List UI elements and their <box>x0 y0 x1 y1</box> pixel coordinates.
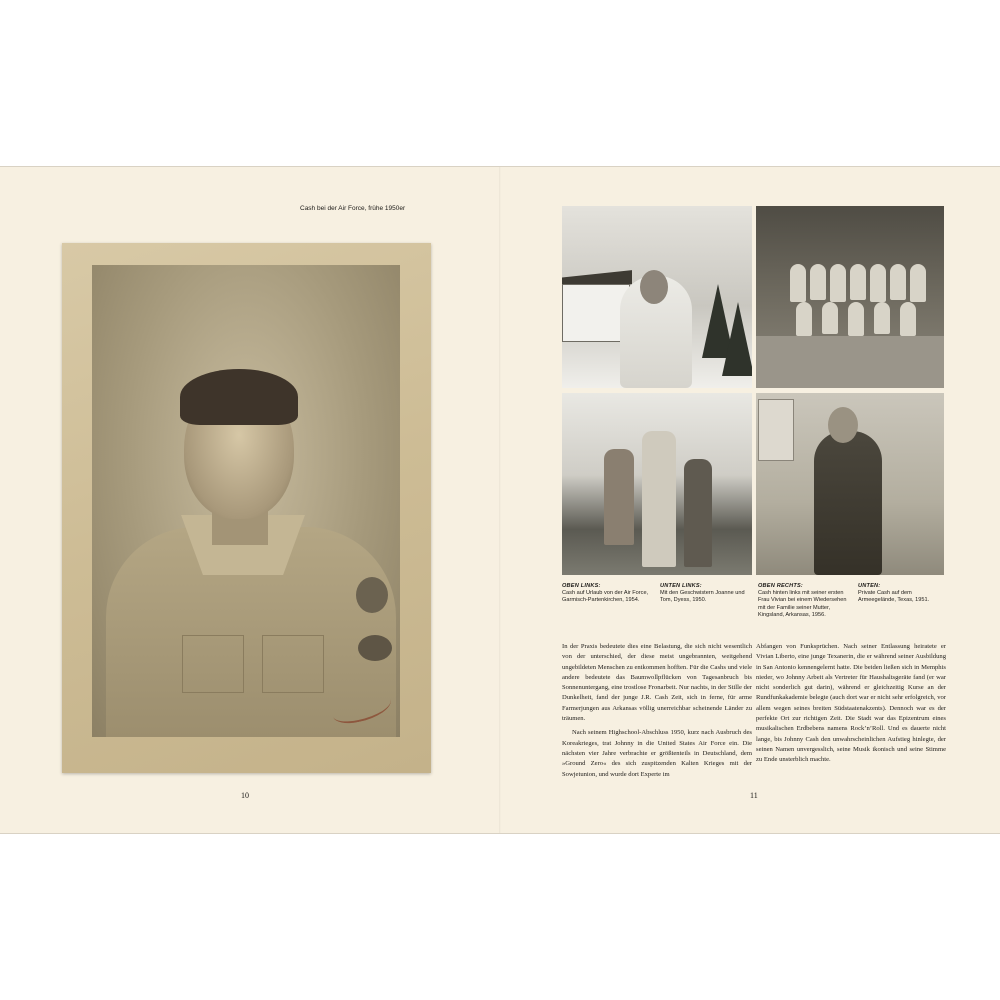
book-spread <box>0 166 1000 834</box>
person <box>900 302 916 336</box>
hair <box>180 369 298 425</box>
person <box>874 302 890 334</box>
person <box>830 264 846 302</box>
caption-text: Private Cash auf dem Armeegelände, Texas, 1951. <box>858 590 930 604</box>
sleeve-patch <box>356 577 388 613</box>
page-number-left: 10 <box>241 791 249 800</box>
person <box>796 302 812 336</box>
person <box>848 302 864 336</box>
portrait-image <box>92 265 400 737</box>
page-number-right: 11 <box>750 791 758 800</box>
ground <box>756 336 944 388</box>
left-page <box>0 167 500 833</box>
man-head <box>640 270 668 304</box>
caption-label: OBEN LINKS: <box>562 583 601 589</box>
body-column-1 <box>562 642 752 780</box>
tree <box>722 302 752 376</box>
pocket-left <box>182 635 244 693</box>
young-man <box>642 431 676 567</box>
caption-top-left <box>562 583 654 605</box>
crowd-back-row <box>766 264 934 302</box>
girl <box>604 449 634 545</box>
soldier-head <box>828 407 858 443</box>
right-page <box>500 167 1000 833</box>
caption-text: Cash hinten links mit seiner ersten Frau Vivian bei einem Wiedersehen mit der Familie seiner Mutter, Kingsland, Arkansas, 1956. <box>758 590 847 618</box>
person <box>790 264 806 302</box>
caption-text: Mit den Geschwistern Joanne und Tom, Dyess, 1950. <box>660 590 745 604</box>
rank-patch <box>358 635 392 661</box>
person <box>822 302 838 334</box>
boy <box>684 459 712 567</box>
person <box>870 264 886 302</box>
body-paragraph: In der Praxis bedeutete dies eine Belastung, die sich nicht wesentlich von der unterschied, der diese meist ungebrannten, weitgehend ungebildeten Menschen zu entkommen hofften. Für die Cashs und viele andere bedeutete das Baumwollpflücken von Tagesanbruch bis Sonnenuntergang, eine trostlose Fronarbeit. Nur nachts, in der Stille der Dunkelheit, fand der junge J.R. Cash Zeit, sich in ferne, für arme Farmerjungen aus Arkansas völlig unerreichbar scheinende Länder zu träumen. <box>562 643 752 723</box>
caption-bottom <box>858 583 948 605</box>
person <box>910 264 926 302</box>
caption-label: UNTEN: <box>858 583 881 589</box>
photo-bottom-right <box>756 393 944 575</box>
pocket-right <box>262 635 324 693</box>
body-column-2 <box>756 642 946 766</box>
notice-board <box>758 399 794 461</box>
crowd-front-row <box>766 302 934 340</box>
person <box>850 264 866 300</box>
body-paragraph: Nach seinem Highschool-Abschluss 1950, kurz nach Ausbruch des Koreakrieges, trat Johnny in die United States Air Force ein. Die nächsten vier Jahre verbrachte er größtenteils in Deutschland, dem »Ground Zero« des sich zuspitzenden Kalten Krieges mit der Sowjetunion, und wurde dort Experte im <box>562 729 752 778</box>
person <box>810 264 826 300</box>
photo-top-left <box>562 206 752 388</box>
caption-label: OBEN RECHTS: <box>758 583 803 589</box>
portrait-caption: Cash bei der Air Force, frühe 1950er <box>300 205 406 212</box>
person <box>890 264 906 300</box>
photo-top-right <box>756 206 944 388</box>
body-paragraph: Abfangen von Funksprüchen. Nach seiner Entlassung heiratete er Vivian Liberto, eine junge Texanerin, die er während seiner Ausbildung in San Antonio kennengelernt hatte. Die beiden ließen sich in Memphis nieder, wo Johnny Arbeit als Vertreter für Haushaltsgeräte fand (er war nicht sonderlich gut darin), während er gleichzeitig Kurse an der Rundfunkakademie belegte (auch dort war er nicht sehr erfolgreich, vor allem wegen seines breiten Südstaatenakzents). Dennoch war es der perfekte Ort zur richtigen Zeit. Die Stadt war das Epizentrum eines musikalischen Erdbebens namens Rock’n’Roll. Und es dauerte nicht lange, bis Johnny Cash den unwahrscheinlichen Aufstieg hinlegte, der seinen Namen unvergesslich, seine Musik ikonisch und seine Stimme zu Ende unsterblich machte. <box>756 643 946 764</box>
soldier-uniform <box>814 431 882 575</box>
caption-text: Cash auf Urlaub von der Air Force, Garmisch-Partenkirchen, 1954. <box>562 590 649 604</box>
caption-bottom-left <box>660 583 752 605</box>
caption-label: UNTEN LINKS: <box>660 583 702 589</box>
caption-top-right <box>758 583 850 619</box>
portrait-photo <box>62 243 431 773</box>
photo-bottom-left <box>562 393 752 575</box>
